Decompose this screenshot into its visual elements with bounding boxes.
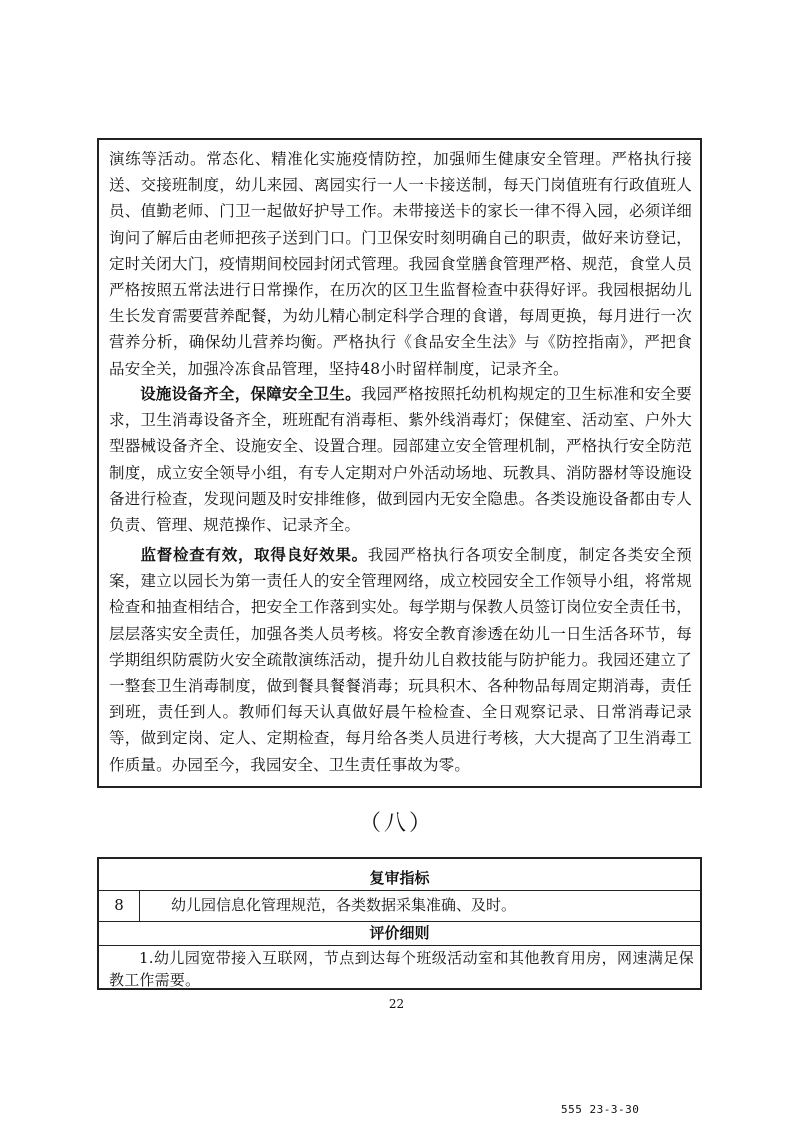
paragraph-facilities xyxy=(109,381,692,538)
table-row xyxy=(99,890,700,922)
review-table xyxy=(97,857,702,990)
table-header-row xyxy=(99,921,700,946)
paragraph-supervision-body: 我园严格执行各项安全制度，制定各类安全预案，建立以园长为第一责任人的安全管理网络，成立校园安全工作领导小组，将常规检查和抽查相结合，把安全工作落到实处。每学期与保教人员签订岗位安全责任书，层层落实安全责任，加强各类人员考核。将安全教育渗透在幼儿一日生活各环节，每学期组织防震防火安全疏散演练活动，提升幼儿自救技能与防护能力。我园还建立了一整套卫生消毒制度，做到餐具餐餐消毒；玩具积木、各种物品每周定期消毒，责任到班，责任到人。教师们每天认真做好晨午检检查、全日观察记录、日常消毒记录等，做到定岗、定人、定期检查，每月给各类人员进行考核，大大提高了卫生消毒工作质量。办园至今，我园安全、卫生责任事故为零。 xyxy=(109,546,692,774)
indicator-text: 幼儿园信息化管理规范，各类数据采集准确、及时。 xyxy=(171,896,517,914)
detail-text xyxy=(109,947,694,991)
paragraph-safety-management: 演练等活动。常态化、精准化实施疫情防控，加强师生健康安全管理。严格执行接送、交接班制度，幼儿来园、离园实行一人一卡接送制，每天门岗值班有行政值班人员、值勤老师、门卫一起做好护导工作。未带接送卡的家长一律不得入园，必须详细询问了解后由老师把孩子送到门口。门卫保安时刻明确自己的职责，做好来访登记，定时关闭大门，疫情期间校园封闭式管理。我园食堂膳食管理严格、规范，食堂人员严格按照五常法进行日常操作，在历次的区卫生监督检查中获得好评。我园根据幼儿生长发育需要营养配餐，为幼儿精心制定科学合理的食谱，每周更换，每月进行一次营养分析，确保幼儿营养均衡。严格执行《食品安全生法》与《防控指南》，严把食品安全关，加强冷冻食品管理，坚持48小时留样制度，记录齐全。 xyxy=(109,150,692,378)
indicator-header: 复审指标 xyxy=(369,869,430,887)
print-stamp: 555 23-3-30 xyxy=(561,1103,640,1116)
paragraph-supervision-lead: 监督检查有效，取得良好效果。 xyxy=(140,545,368,564)
details-header: 评价细则 xyxy=(369,924,430,942)
detail-text-body: 1.幼儿园宽带接入互联网，节点到达每个班级活动室和其他教育用房，网速满足保教工作需要。 xyxy=(109,949,694,989)
page-number: 22 xyxy=(388,997,405,1011)
row-number: 8 xyxy=(99,890,140,921)
paragraph-facilities-body: 我园严格按照托幼机构规定的卫生标准和安全要求，卫生消毒设备齐全，班班配有消毒柜、紫外线消毒灯；保健室、活动室、户外大型器械设备齐全、设施安全、设置合理。园部建立安全管理机制，严格执行安全防范制度，成立安全领导小组，有专人定期对户外活动场地、玩教具、消防器材等设施设备进行检查，发现问题及时安排维修，做到园内无安全隐患。各类设施设备都由专人负责、管理、规范操作、记录齐全。 xyxy=(109,385,692,535)
paragraph-supervision xyxy=(109,542,692,778)
section-title: （八） xyxy=(358,811,434,836)
paragraph-facilities-lead: 设施设备齐全，保障安全卫生。 xyxy=(140,384,361,403)
table-header-row xyxy=(99,859,700,891)
